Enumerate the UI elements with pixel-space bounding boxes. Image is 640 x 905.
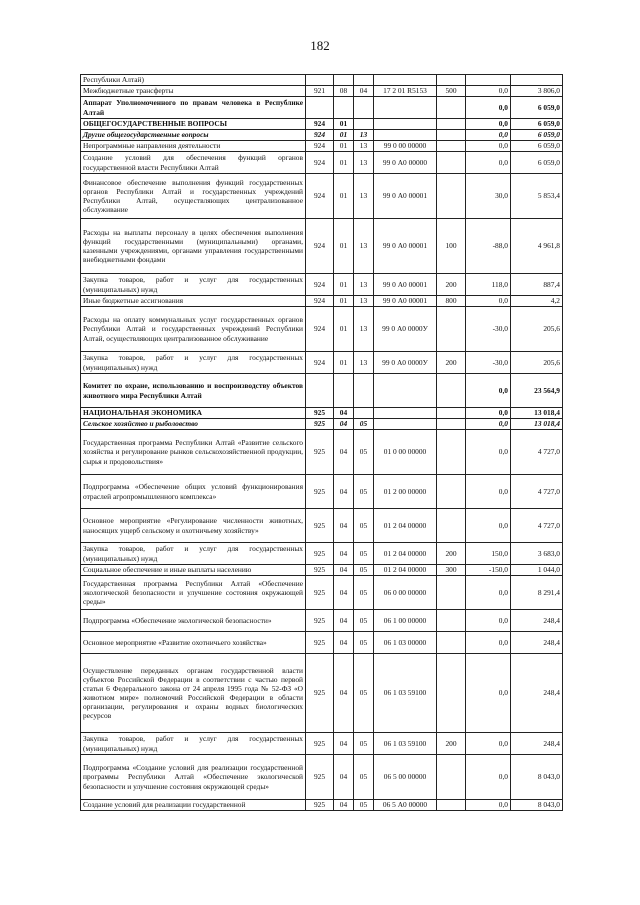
target-article-cell: 99 0 А0 00001 — [374, 219, 437, 274]
expense-type-cell: 300 — [437, 565, 466, 576]
subsection-cell — [354, 75, 374, 86]
change-amount-cell: 0,0 — [466, 654, 511, 733]
expense-type-cell — [437, 610, 466, 632]
target-article-cell: 01 2 04 00000 — [374, 543, 437, 565]
table-row — [81, 174, 563, 219]
change-amount-cell: 0,0 — [466, 141, 511, 152]
expense-type-cell — [437, 152, 466, 174]
subsection-cell: 13 — [354, 296, 374, 307]
section-cell: 01 — [334, 219, 354, 274]
row-name-cell: Закупка товаров, работ и услуг для государственных (муниципальных) нужд — [81, 543, 306, 565]
row-name-cell: Подпрограмма «Обеспечение общих условий функционирования отраслей агропромышленного комплекса» — [81, 475, 306, 509]
total-amount-cell: 6 059,0 — [511, 152, 563, 174]
change-amount-cell: 0,0 — [466, 430, 511, 475]
table-row — [81, 141, 563, 152]
target-article-cell: 06 1 03 00000 — [374, 632, 437, 654]
change-amount-cell: 0,0 — [466, 86, 511, 97]
total-amount-cell: 23 564,9 — [511, 374, 563, 408]
subsection-cell: 13 — [354, 307, 374, 352]
total-amount-cell: 887,4 — [511, 274, 563, 296]
section-cell: 04 — [334, 419, 354, 430]
change-amount-cell: -150,0 — [466, 565, 511, 576]
target-article-cell: 06 5 А0 00000 — [374, 800, 437, 811]
row-name-cell: Подпрограмма «Создание условий для реализации государственной программы Республики Алтай «Обеспечение экологической безопасности и улучшение состояния окружающей среды» — [81, 755, 306, 800]
total-amount-cell: 205,6 — [511, 352, 563, 374]
table-row — [81, 800, 563, 811]
subsection-cell: 05 — [354, 430, 374, 475]
table-row — [81, 86, 563, 97]
table-row — [81, 576, 563, 610]
subsection-cell: 13 — [354, 174, 374, 219]
target-article-cell: 01 2 04 00000 — [374, 509, 437, 543]
row-name-cell: Межбюджетные трансферты — [81, 86, 306, 97]
section-cell: 04 — [334, 408, 354, 419]
total-amount-cell: 6 059,0 — [511, 97, 563, 119]
section-cell: 01 — [334, 274, 354, 296]
total-amount-cell: 248,4 — [511, 632, 563, 654]
target-article-cell: 06 1 03 59100 — [374, 654, 437, 733]
section-cell — [334, 75, 354, 86]
change-amount-cell: 0,0 — [466, 610, 511, 632]
expense-type-cell: 100 — [437, 219, 466, 274]
target-article-cell: 99 0 А0 00001 — [374, 296, 437, 307]
row-name-cell: Создание условий для реализации государственной — [81, 800, 306, 811]
expense-type-cell: 200 — [437, 733, 466, 755]
grbs-cell: 925 — [306, 576, 334, 610]
row-name-cell: НАЦИОНАЛЬНАЯ ЭКОНОМИКА — [81, 408, 306, 419]
section-cell: 01 — [334, 296, 354, 307]
expense-type-cell — [437, 374, 466, 408]
total-amount-cell: 6 059,0 — [511, 141, 563, 152]
grbs-cell: 924 — [306, 352, 334, 374]
subsection-cell: 13 — [354, 274, 374, 296]
subsection-cell: 05 — [354, 755, 374, 800]
target-article-cell: 99 0 А0 0000У — [374, 352, 437, 374]
page-number: 182 — [310, 38, 330, 53]
grbs-cell: 924 — [306, 274, 334, 296]
change-amount-cell: 0,0 — [466, 419, 511, 430]
section-cell: 04 — [334, 430, 354, 475]
grbs-cell: 925 — [306, 430, 334, 475]
total-amount-cell: 248,4 — [511, 654, 563, 733]
target-article-cell — [374, 130, 437, 141]
table-row — [81, 75, 563, 86]
target-article-cell: 06 1 00 00000 — [374, 610, 437, 632]
row-name-cell: Закупка товаров, работ и услуг для государственных (муниципальных) нужд — [81, 352, 306, 374]
table-row — [81, 352, 563, 374]
grbs-cell: 925 — [306, 565, 334, 576]
total-amount-cell: 6 059,0 — [511, 119, 563, 130]
grbs-cell — [306, 374, 334, 408]
subsection-cell: 04 — [354, 86, 374, 97]
change-amount-cell: 0,0 — [466, 296, 511, 307]
grbs-cell: 924 — [306, 141, 334, 152]
expense-type-cell — [437, 408, 466, 419]
budget-table — [80, 74, 563, 811]
change-amount-cell — [466, 75, 511, 86]
grbs-cell: 924 — [306, 119, 334, 130]
expense-type-cell — [437, 800, 466, 811]
section-cell: 04 — [334, 733, 354, 755]
grbs-cell: 924 — [306, 152, 334, 174]
table-row — [81, 509, 563, 543]
change-amount-cell: 0,0 — [466, 119, 511, 130]
row-name-cell: Закупка товаров, работ и услуг для государственных (муниципальных) нужд — [81, 274, 306, 296]
grbs-cell: 925 — [306, 408, 334, 419]
total-amount-cell: 4 727,0 — [511, 475, 563, 509]
subsection-cell: 05 — [354, 565, 374, 576]
table-row — [81, 97, 563, 119]
grbs-cell: 925 — [306, 543, 334, 565]
section-cell: 04 — [334, 543, 354, 565]
row-name-cell: Республики Алтай) — [81, 75, 306, 86]
target-article-cell — [374, 374, 437, 408]
subsection-cell: 05 — [354, 576, 374, 610]
row-name-cell: Комитет по охране, использованию и воспроизводству объектов животного мира Республики Алтай — [81, 374, 306, 408]
row-name-cell: Закупка товаров, работ и услуг для государственных (муниципальных) нужд — [81, 733, 306, 755]
table-row — [81, 130, 563, 141]
target-article-cell: 99 0 А0 0000У — [374, 307, 437, 352]
target-article-cell: 99 0 А0 00000 — [374, 152, 437, 174]
row-name-cell: Государственная программа Республики Алтай «Развитие сельского хозяйства и регулирование рынков сельскохозяйственной продукции, сырья и продовольствия» — [81, 430, 306, 475]
section-cell: 01 — [334, 174, 354, 219]
change-amount-cell: 0,0 — [466, 509, 511, 543]
subsection-cell: 05 — [354, 654, 374, 733]
row-name-cell: Сельское хозяйство и рыболовство — [81, 419, 306, 430]
section-cell: 08 — [334, 86, 354, 97]
change-amount-cell: 0,0 — [466, 632, 511, 654]
grbs-cell: 924 — [306, 296, 334, 307]
target-article-cell: 99 0 А0 00001 — [374, 174, 437, 219]
total-amount-cell: 248,4 — [511, 733, 563, 755]
row-name-cell: Основное мероприятие «Регулирование численности животных, наносящих ущерб сельскому и охотничьему хозяйству» — [81, 509, 306, 543]
change-amount-cell: 0,0 — [466, 576, 511, 610]
section-cell: 01 — [334, 119, 354, 130]
table-row — [81, 430, 563, 475]
subsection-cell: 13 — [354, 152, 374, 174]
table-row — [81, 307, 563, 352]
row-name-cell: Аппарат Уполномоченного по правам человека в Республике Алтай — [81, 97, 306, 119]
expense-type-cell — [437, 419, 466, 430]
table-row — [81, 475, 563, 509]
target-article-cell — [374, 75, 437, 86]
change-amount-cell: 0,0 — [466, 408, 511, 419]
expense-type-cell — [437, 130, 466, 141]
section-cell: 04 — [334, 800, 354, 811]
expense-type-cell: 800 — [437, 296, 466, 307]
subsection-cell: 05 — [354, 509, 374, 543]
expense-type-cell — [437, 141, 466, 152]
expense-type-cell — [437, 654, 466, 733]
grbs-cell: 925 — [306, 419, 334, 430]
section-cell — [334, 97, 354, 119]
grbs-cell: 924 — [306, 174, 334, 219]
target-article-cell — [374, 119, 437, 130]
table-row — [81, 419, 563, 430]
subsection-cell: 05 — [354, 733, 374, 755]
table-row — [81, 274, 563, 296]
section-cell: 01 — [334, 352, 354, 374]
grbs-cell — [306, 97, 334, 119]
change-amount-cell: 0,0 — [466, 152, 511, 174]
target-article-cell — [374, 419, 437, 430]
subsection-cell: 05 — [354, 610, 374, 632]
row-name-cell: Государственная программа Республики Алтай «Обеспечение экологической безопасности и улучшение состояния окружающей среды» — [81, 576, 306, 610]
expense-type-cell — [437, 307, 466, 352]
target-article-cell: 06 5 00 00000 — [374, 755, 437, 800]
table-row — [81, 654, 563, 733]
target-article-cell: 01 2 00 00000 — [374, 475, 437, 509]
section-cell: 01 — [334, 152, 354, 174]
subsection-cell — [354, 408, 374, 419]
table-row — [81, 755, 563, 800]
target-article-cell: 06 0 00 00000 — [374, 576, 437, 610]
row-name-cell: Социальное обеспечение и иные выплаты населению — [81, 565, 306, 576]
expense-type-cell — [437, 430, 466, 475]
subsection-cell — [354, 374, 374, 408]
grbs-cell: 925 — [306, 654, 334, 733]
subsection-cell: 05 — [354, 543, 374, 565]
section-cell: 01 — [334, 141, 354, 152]
total-amount-cell: 3 806,0 — [511, 86, 563, 97]
total-amount-cell: 4,2 — [511, 296, 563, 307]
expense-type-cell — [437, 755, 466, 800]
row-name-cell: Создание условий для обеспечения функций органов государственной власти Республики Алтай — [81, 152, 306, 174]
expense-type-cell — [437, 632, 466, 654]
section-cell: 01 — [334, 307, 354, 352]
expense-type-cell: 200 — [437, 352, 466, 374]
expense-type-cell: 200 — [437, 543, 466, 565]
total-amount-cell: 8 291,4 — [511, 576, 563, 610]
change-amount-cell: 0,0 — [466, 130, 511, 141]
total-amount-cell — [511, 75, 563, 86]
grbs-cell: 921 — [306, 86, 334, 97]
row-name-cell: ОБЩЕГОСУДАРСТВЕННЫЕ ВОПРОСЫ — [81, 119, 306, 130]
row-name-cell: Подпрограмма «Обеспечение экологической безопасности» — [81, 610, 306, 632]
expense-type-cell — [437, 97, 466, 119]
table-row — [81, 733, 563, 755]
subsection-cell: 05 — [354, 800, 374, 811]
total-amount-cell: 248,4 — [511, 610, 563, 632]
section-cell: 04 — [334, 654, 354, 733]
section-cell: 04 — [334, 565, 354, 576]
row-name-cell: Расходы на оплату коммунальных услуг государственных органов Республики Алтай и государственных учреждений Республики Алтай, осуществляющих централизованное обслуживание — [81, 307, 306, 352]
row-name-cell: Расходы на выплаты персоналу в целях обеспечения выполнения функций государственными (муниципальными) органами, казенными учреждениями, органами управления государственными внебюджетными фондами — [81, 219, 306, 274]
total-amount-cell: 4 727,0 — [511, 430, 563, 475]
expense-type-cell — [437, 174, 466, 219]
total-amount-cell: 4 961,8 — [511, 219, 563, 274]
change-amount-cell: 0,0 — [466, 800, 511, 811]
change-amount-cell: -30,0 — [466, 307, 511, 352]
total-amount-cell: 5 853,4 — [511, 174, 563, 219]
table-row — [81, 152, 563, 174]
grbs-cell: 924 — [306, 130, 334, 141]
target-article-cell — [374, 97, 437, 119]
total-amount-cell: 13 018,4 — [511, 408, 563, 419]
grbs-cell: 925 — [306, 610, 334, 632]
subsection-cell — [354, 119, 374, 130]
row-name-cell: Другие общегосударственные вопросы — [81, 130, 306, 141]
subsection-cell: 05 — [354, 632, 374, 654]
total-amount-cell: 4 727,0 — [511, 509, 563, 543]
total-amount-cell: 3 683,0 — [511, 543, 563, 565]
total-amount-cell: 8 043,0 — [511, 755, 563, 800]
section-cell — [334, 374, 354, 408]
section-cell: 04 — [334, 576, 354, 610]
subsection-cell: 05 — [354, 419, 374, 430]
change-amount-cell: -88,0 — [466, 219, 511, 274]
change-amount-cell: -30,0 — [466, 352, 511, 374]
subsection-cell: 13 — [354, 219, 374, 274]
grbs-cell: 925 — [306, 509, 334, 543]
subsection-cell — [354, 97, 374, 119]
change-amount-cell: 0,0 — [466, 374, 511, 408]
row-name-cell: Осуществление переданных органам государственной власти субъектов Российской Федерации в соответствии с частью первой статьи 6 Федерального закона от 24 апреля 1995 года № 52-ФЗ «О животном мире» полномочий Российской Федерации в области организации, регулирования и охраны водных биологических ресурсов — [81, 654, 306, 733]
table-row — [81, 565, 563, 576]
change-amount-cell: 0,0 — [466, 475, 511, 509]
table-row — [81, 408, 563, 419]
target-article-cell: 01 0 00 00000 — [374, 430, 437, 475]
subsection-cell: 13 — [354, 352, 374, 374]
target-article-cell: 01 2 04 00000 — [374, 565, 437, 576]
expense-type-cell — [437, 119, 466, 130]
grbs-cell: 925 — [306, 475, 334, 509]
section-cell: 04 — [334, 632, 354, 654]
expense-type-cell — [437, 75, 466, 86]
change-amount-cell: 0,0 — [466, 97, 511, 119]
grbs-cell: 925 — [306, 632, 334, 654]
section-cell: 01 — [334, 130, 354, 141]
change-amount-cell: 118,0 — [466, 274, 511, 296]
row-name-cell: Иные бюджетные ассигнования — [81, 296, 306, 307]
change-amount-cell: 150,0 — [466, 543, 511, 565]
table-row — [81, 543, 563, 565]
total-amount-cell: 1 044,0 — [511, 565, 563, 576]
target-article-cell: 06 1 03 59100 — [374, 733, 437, 755]
subsection-cell: 13 — [354, 130, 374, 141]
row-name-cell: Непрограммные направления деятельности — [81, 141, 306, 152]
total-amount-cell: 8 043,0 — [511, 800, 563, 811]
section-cell: 04 — [334, 509, 354, 543]
section-cell: 04 — [334, 755, 354, 800]
total-amount-cell: 6 059,0 — [511, 130, 563, 141]
grbs-cell: 924 — [306, 307, 334, 352]
change-amount-cell: 0,0 — [466, 733, 511, 755]
target-article-cell: 99 0 А0 00001 — [374, 274, 437, 296]
subsection-cell: 05 — [354, 475, 374, 509]
grbs-cell: 925 — [306, 755, 334, 800]
grbs-cell: 925 — [306, 733, 334, 755]
table-row — [81, 219, 563, 274]
expense-type-cell — [437, 475, 466, 509]
table-row — [81, 374, 563, 408]
expense-type-cell: 200 — [437, 274, 466, 296]
section-cell: 04 — [334, 610, 354, 632]
table-row — [81, 610, 563, 632]
change-amount-cell: 30,0 — [466, 174, 511, 219]
row-name-cell: Основное мероприятие «Развитие охотничьего хозяйства» — [81, 632, 306, 654]
expense-type-cell — [437, 576, 466, 610]
expense-type-cell: 500 — [437, 86, 466, 97]
row-name-cell: Финансовое обеспечение выполнения функций государственных органов Республики Алтай и государственных учреждений Республики Алтай, осуществляющих централизованное обслуживание — [81, 174, 306, 219]
table-row — [81, 119, 563, 130]
grbs-cell: 925 — [306, 800, 334, 811]
table-row — [81, 632, 563, 654]
expense-type-cell — [437, 509, 466, 543]
grbs-cell: 924 — [306, 219, 334, 274]
target-article-cell: 99 0 00 00000 — [374, 141, 437, 152]
subsection-cell: 13 — [354, 141, 374, 152]
grbs-cell — [306, 75, 334, 86]
target-article-cell — [374, 408, 437, 419]
total-amount-cell: 13 018,4 — [511, 419, 563, 430]
section-cell: 04 — [334, 475, 354, 509]
change-amount-cell: 0,0 — [466, 755, 511, 800]
total-amount-cell: 205,6 — [511, 307, 563, 352]
table-row — [81, 296, 563, 307]
target-article-cell: 17 2 01 R5153 — [374, 86, 437, 97]
